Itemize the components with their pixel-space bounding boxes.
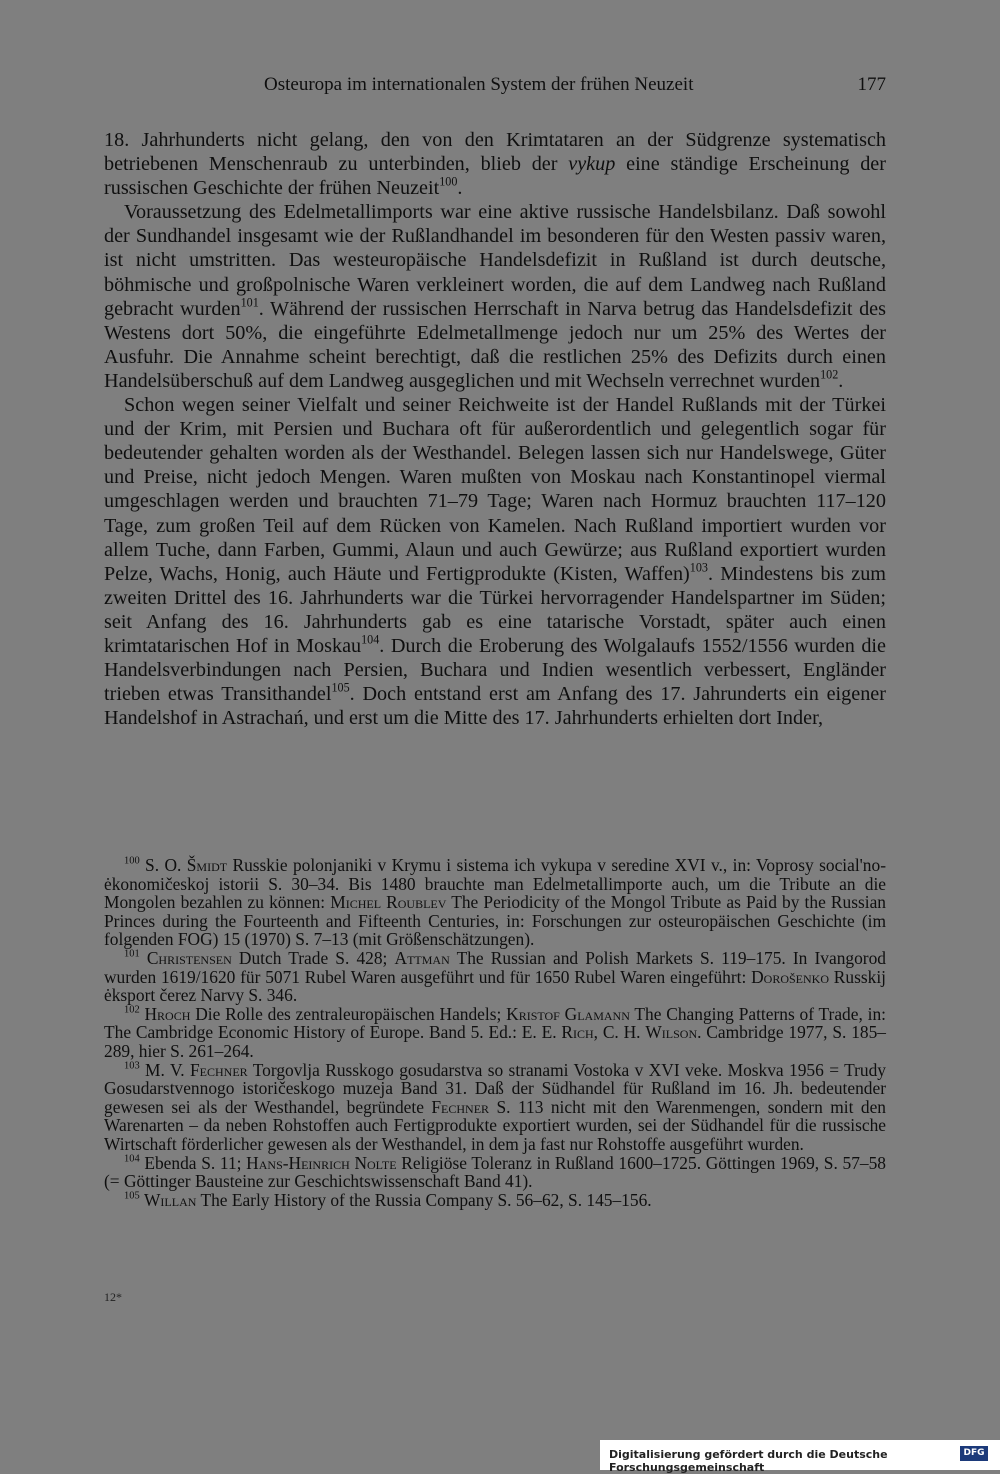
text-run: . Doch entstand erst am Anfang des 17. Jahrunderts ein eigener Handelshof in Astrachań, und erst um die Mitte des 17. Jahrhunderts erhielten dort Inder,: [104, 683, 886, 730]
main-text: [104, 128, 886, 730]
text-run: S. 113 nicht mit den Warenmengen, sondern mit den Warenarten – da neben Rohstoffen auch Fertigprodukte exportiert wurden, sei der Südhandel für die russische Wirtschaft förderlicher gewesen als der Westhandel, in dem ja fast nur Rohstoffe ausgeführt wurden.: [104, 1096, 886, 1154]
footnote-number: 104: [124, 1153, 140, 1165]
footnote-ref: 100: [439, 174, 458, 189]
author-name: Dorošenko: [751, 966, 830, 987]
footnote-101: [104, 949, 886, 1005]
text-run: Die Rolle des zentraleuropäischen Handels;: [190, 1003, 507, 1024]
text-run: The Changing Patterns of Trade, in: The Cambridge Economic History of Europe. Band 5. Ed.: E. E.: [104, 1003, 886, 1043]
text-run: Schon wegen seiner Vielfalt und seiner Reichweite ist der Handel Rußlands mit der Türkei und der Krim, mit Persien und Buchara oft für außerordentlich und gelegentlich sogar für bedeutender gehalten worden als der Westhandel. Belegen lassen sich nur Handelswege, Güter und Preise, nicht jedoch Mengen. Waren mußten von Moskau nach Konstantinopel viermal umgeschlagen werden und brauchten 71–79 Tage; Waren nach Hormuz brauchten 117–120 Tage, zum großen Teil auf dem Rücken von Kamelen. Nach Rußland importiert wurden vor allem Tuche, dann Farben, Gummi, Alaun und auch Gewürze; aus Rußland exportiert wurden Pelze, Wachs, Honig, auch Häute und Fertigprodukte (Kisten, Waffen): [104, 394, 886, 585]
running-title: Osteuropa im internationalen System der frühen Neuzeit: [264, 74, 694, 95]
running-header: [264, 74, 886, 100]
digitization-credit: Digitalisierung gefördert durch die Deutsche Forschungsgemeinschaft: [609, 1448, 888, 1474]
paragraph-2: [104, 200, 886, 393]
footnotes: [104, 856, 886, 1209]
footnote-103: [104, 1061, 886, 1154]
author-name: Fechner: [431, 1096, 490, 1117]
author-name: Hroch: [144, 1003, 191, 1024]
author-name: Christensen: [146, 947, 232, 968]
author-name: Willan: [144, 1189, 197, 1210]
footnote-ref: 105: [331, 680, 350, 695]
text-run: , C. H.: [593, 1022, 646, 1043]
footnote-105: [104, 1191, 886, 1210]
text-run: The Early History of the Russia Company S. 56–62, S. 145–156.: [196, 1189, 652, 1210]
text-run: The Russian and Polish Markets S. 119–175. In Ivangorod wurden 1619/1620 für 5071 Rubel Waren ausgeführt und für 1650 Rubel Waren eingeführt:: [104, 947, 886, 987]
footnote-ref: 101: [240, 295, 259, 310]
author-name: Michel Roublev: [330, 892, 447, 913]
footnote-ref: 103: [689, 560, 708, 575]
text-run: . Durch die Eroberung des Wolgalaufs 1552/1556 wurden die Handelsverbindungen nach Persien, Buchara und Indien wesentlich verbessert, Engländer trieben etwas Transithandel: [104, 634, 886, 706]
text-run: The Periodicity of the Mongol Tribute as Paid by the Russian Princes during the Fourteenth and Fifteenth Centuries, in: Forschungen zur osteuropäischen Geschichte (im folgenden FOG) 15 (1970) S. 7–13 (mit Größenschätzungen).: [104, 892, 887, 950]
text-run: Russkij ėksport čerez Narvy S. 346.: [104, 966, 886, 1006]
text-run: . Cambridge 1977, S. 185–289, hier S. 261–264.: [104, 1022, 886, 1061]
paragraph-3: [104, 393, 886, 730]
footnote-number: 103: [124, 1060, 140, 1072]
footnote-104: [104, 1154, 886, 1191]
footnote-number: 105: [124, 1190, 140, 1202]
author-name: Rich: [561, 1022, 594, 1043]
text-run: . Mindestens bis zum zweiten Drittel des 16. Jahrhunderts war die Türkei hervorragender Handelspartner im Süden; seit Anfang des 16. Jahrhunderts gab es eine tatarische Vorstadt, später auch einen krimtatarischen Hof in Moskau: [104, 562, 886, 657]
author-name: Fechner: [190, 1059, 248, 1080]
footnote-number: 100: [124, 855, 140, 867]
text-run: Religiöse Toleranz in Rußland 1600–1725. Göttingen 1969, S. 57–58 (= Göttinger Bausteine zur Geschichtswissenschaft Band 41).: [104, 1152, 886, 1192]
signature-mark: 12*: [104, 1290, 122, 1304]
paragraph-1: [104, 128, 886, 200]
text-run: Dutch Trade S. 428;: [231, 947, 395, 968]
footnote-102: [104, 1005, 886, 1061]
dfg-logo: DFG: [960, 1446, 988, 1461]
author-name: Attman: [394, 947, 450, 968]
text-run: 18. Jahrhunderts nicht gelang, den von den Krimtataren an der Südgrenze systematisch betriebenen Menschenraub zu unterbinden, blieb der: [104, 129, 886, 176]
text-run: .: [838, 369, 844, 392]
footnote-number: 101: [124, 948, 140, 960]
author-name: Kristof Glamann: [506, 1003, 630, 1024]
text-run: eine ständige Erscheinung der russischen Geschichte der frühen Neuzeit: [104, 153, 886, 200]
author-name: Wilson: [645, 1022, 698, 1043]
page-number: 177: [857, 74, 886, 95]
footnote-ref: 102: [820, 367, 839, 382]
text-run: .: [457, 177, 463, 200]
footnote-100: [104, 856, 886, 949]
author-name: Hans-Heinrich Nolte: [246, 1152, 397, 1173]
text-run: M. V.: [139, 1059, 191, 1080]
text-run: S. O.: [139, 855, 187, 875]
text-run: Torgovlja Russkogo gosudarstva so stranami Vostoka v XVI veke. Moskva 1956 = Trudy Gosudarstvennogo istoričeskogo muzeja Band 31. Daß der Südhandel für Rußland im 16. Jh. bedeutender gewesen sei als der Westhandel, begründete: [104, 1059, 887, 1117]
italic-term: vykup: [568, 153, 616, 176]
footnote-ref: 104: [361, 632, 380, 647]
author-name: Šmidt: [186, 855, 228, 875]
text-run: . Während der russischen Herrschaft in Narva betrug das Handelsdefizit des Westens dort 50%, die eingeführte Edelmetallmenge jedoch nur um 25% des Wertes der Ausfuhr. Die Annahme scheint berechtigt, daß die restlichen 25% des Defizits durch einen Handelsüberschuß auf dem Landweg ausgeglichen und mit Wechseln verrechnet wurden: [104, 297, 886, 392]
text-run: Russkie polonjaniki v Krymu i sistema ich vykupa v seredine XVI v., in: Voprosy social'no-ėkonomičeskoj istorii S. 30–34. Bis 1480 brauchte man Edelmetallimporte auch, um die Tribute an die Mongolen bezahlen zu können:: [104, 855, 886, 913]
text-run: Ebenda S. 11;: [139, 1152, 247, 1173]
footnote-number: 102: [124, 1004, 140, 1016]
text-run: Voraussetzung des Edelmetallimports war eine aktive russische Handelsbilanz. Daß sowohl der Sundhandel insgesamt wie der Rußlandhandel im besonderen für den Westen passiv waren, ist nicht umstritten. Das westeuropäische Handelsdefizit in Rußland ist durch deutsche, böhmische und großpolnische Waren verkleinert worden, die auf dem Landweg nach Rußland gebracht wurden: [104, 201, 886, 320]
